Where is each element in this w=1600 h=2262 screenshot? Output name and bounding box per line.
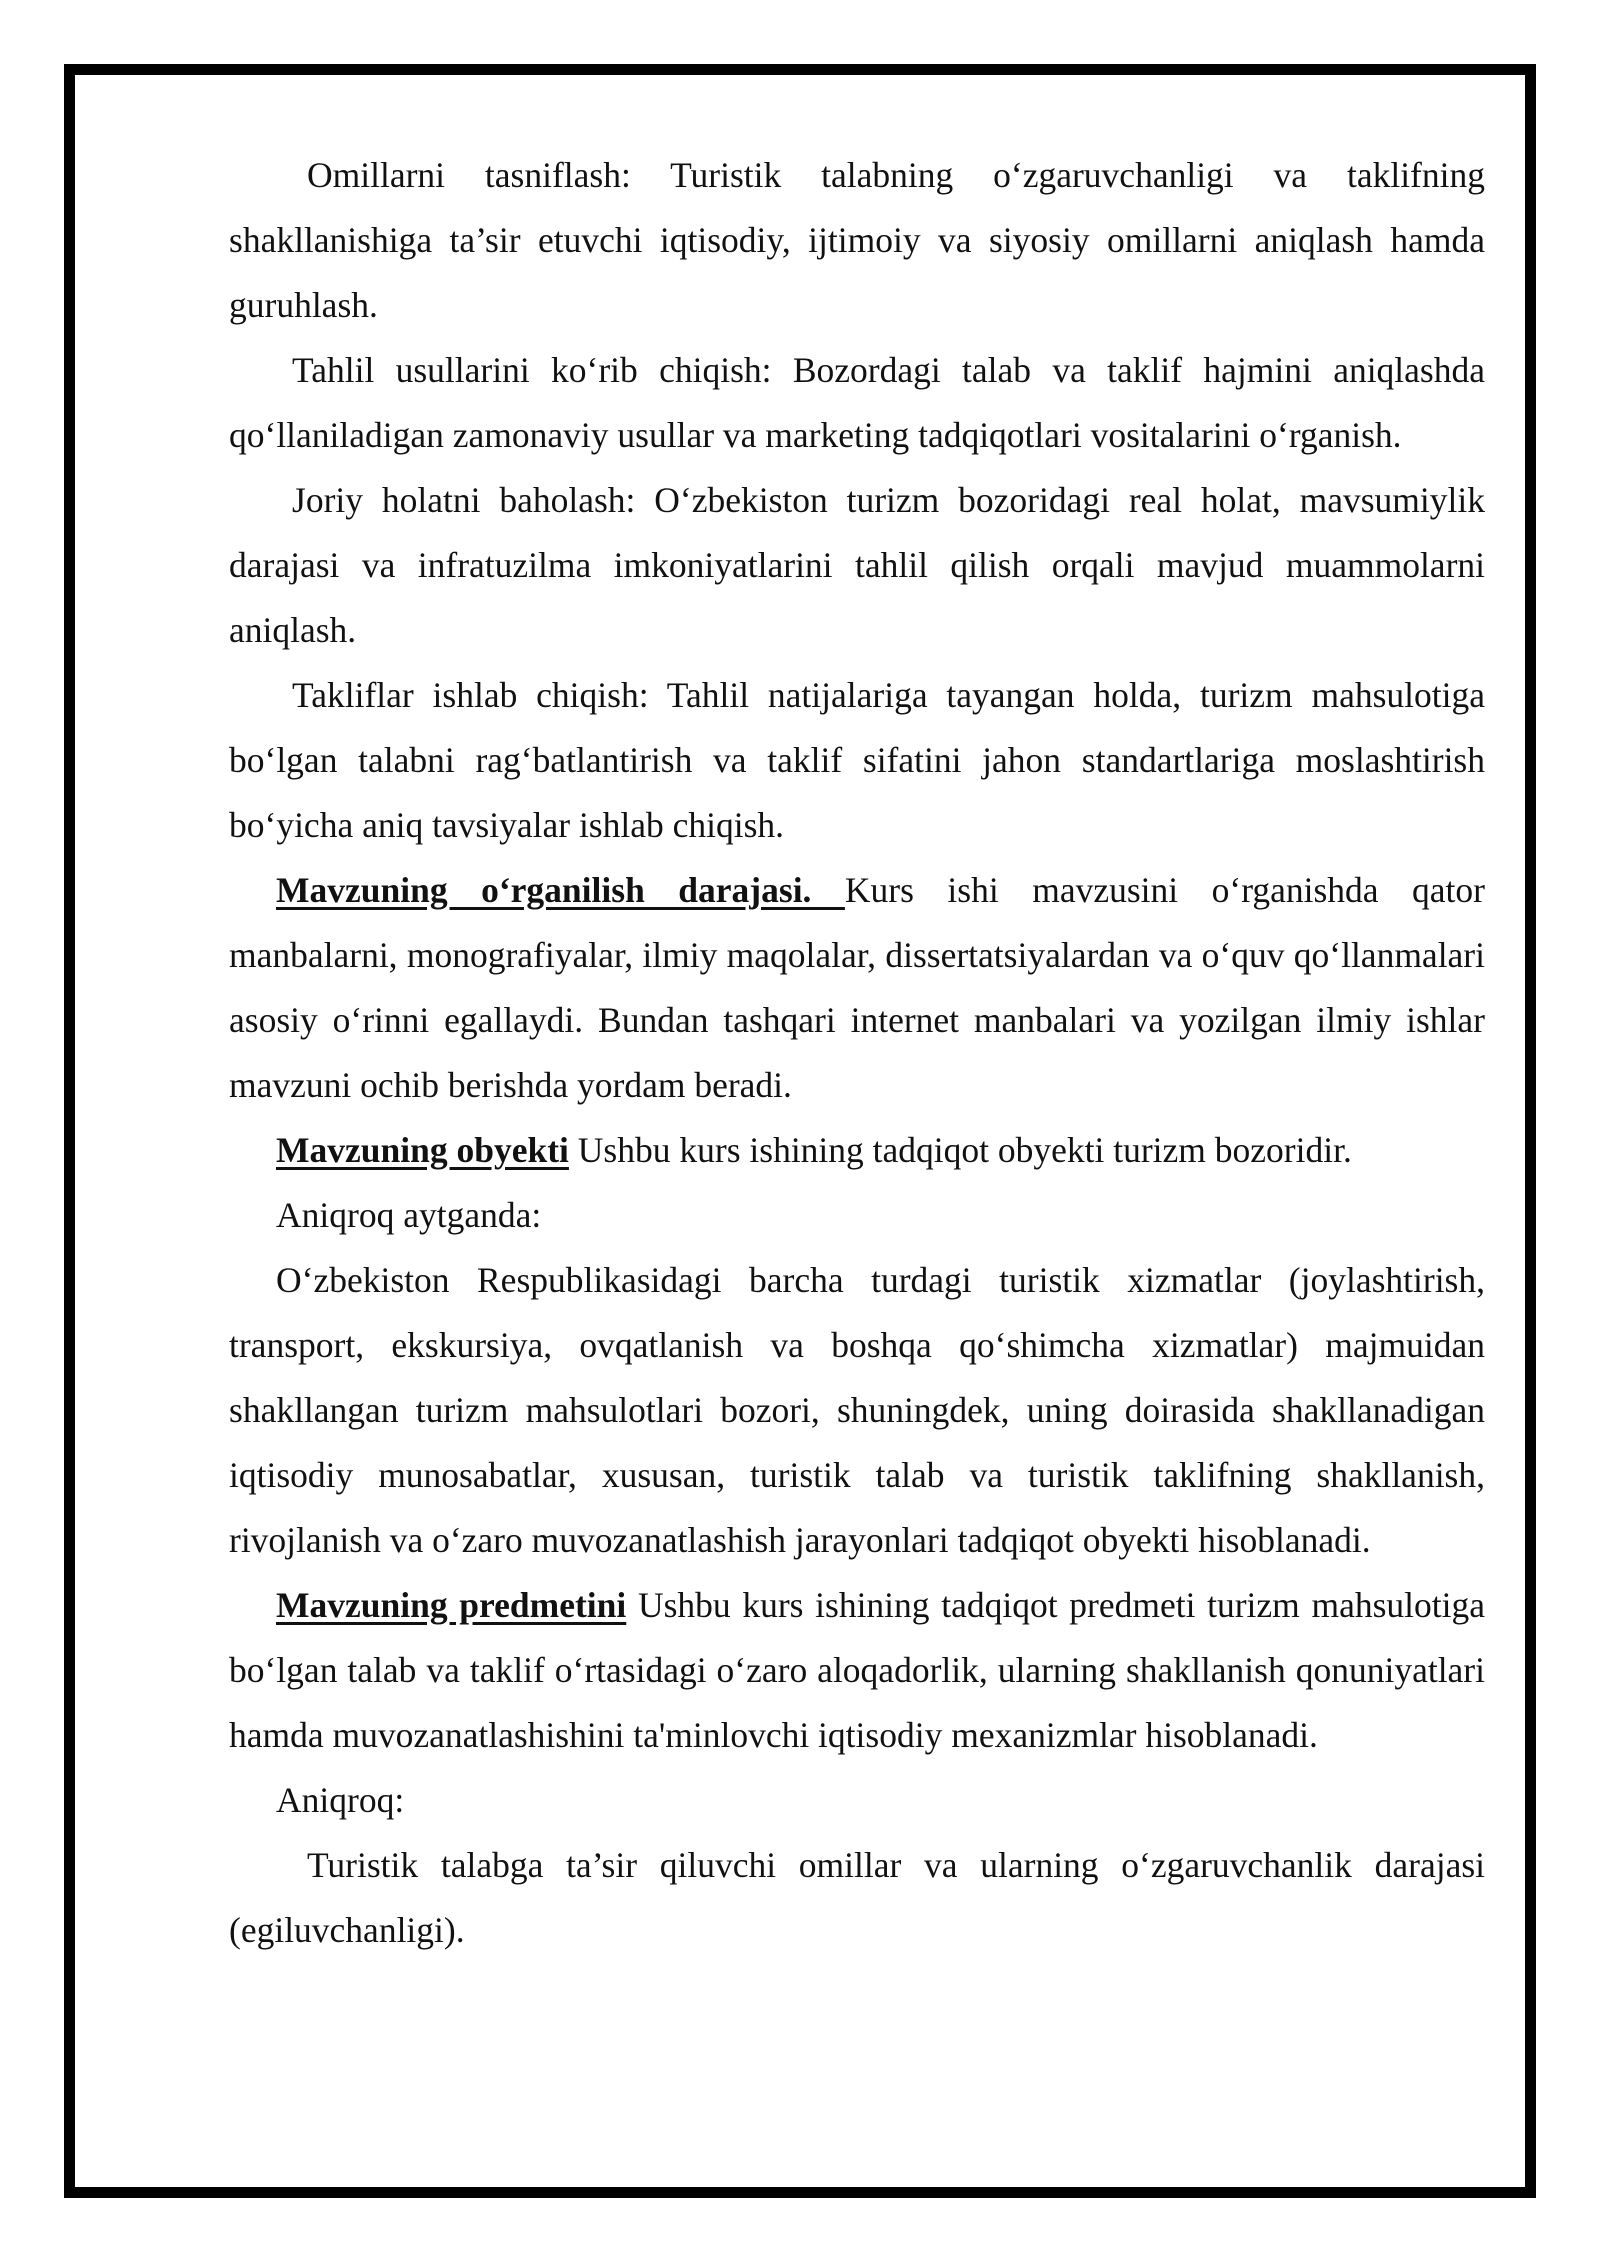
document-body [229, 143, 1485, 1963]
paragraph-more-precisely-short: Aniqroq: [276, 1780, 405, 1820]
heading-object: Mavzuning obyekti [276, 1130, 569, 1170]
paragraph-study-degree [229, 858, 1485, 1118]
paragraph-object [229, 1118, 1485, 1183]
paragraph-demand-factors: Turistik talabga ta’sir qiluvchi omillar va ularning o‘zgaruvchanlik darajasi (egiluvchanligi). [229, 1845, 1485, 1950]
paragraph-current-state: Joriy holatni baholash: O‘zbekiston turizm bozoridagi real holat, mavsumiylik darajasi va infratuzilma imkoniyatlarini tahlil qilish orqali mavjud muammolarni aniqlash. [229, 480, 1485, 650]
study-degree-text: Kurs ishi mavzusini o‘rganishda qator manbalarni, monografiyalar, ilmiy maqolalar, dissertatsiyalardan va o‘quv qo‘llanmalari asosiy o‘rinni egallaydi. Bundan tashqari internet manbalari va yozilgan ilmiy ishlar mavzuni ochib berishda yordam beradi. [229, 870, 1485, 1105]
subject-text: Ushbu kurs ishining tadqiqot predmeti turizm mahsulotiga bo‘lgan talab va taklif o‘rtasidagi o‘zaro aloqadorlik, ularning shakllanish qonuniyatlari hamda muvozanatlashishini ta'minlovchi iqtisodiy mexanizmlar hisoblanadi. [229, 1585, 1485, 1755]
paragraph-analysis-methods: Tahlil usullarini ko‘rib chiqish: Bozordagi talab va taklif hajmini aniqlashda qo‘llaniladigan zamonaviy usullar va marketing tadqiqotlari vositalarini o‘rganish. [229, 350, 1485, 455]
paragraph-subject [229, 1573, 1485, 1768]
heading-subject: Mavzuning predmetini [276, 1585, 627, 1625]
object-text: Ushbu kurs ishining tadqiqot obyekti turizm bozoridir. [568, 1130, 1352, 1170]
paragraph-more-precisely: Aniqroq aytganda: [276, 1195, 542, 1235]
heading-study-degree: Mavzuning o‘rganilish darajasi. [276, 870, 845, 910]
paragraph-proposals: Takliflar ishlab chiqish: Tahlil natijalariga tayangan holda, turizm mahsulotiga bo‘lgan talabni rag‘batlantirish va taklif sifatini jahon standartlariga moslashtirish bo‘yicha aniq tavsiyalar ishlab chiqish. [229, 675, 1485, 845]
paragraph-factors-classification: Omillarni tasniflash: Turistik talabning o‘zgaruvchanligi va taklifning shakllanishiga ta’sir etuvchi iqtisodiy, ijtimoiy va siyosiy omillarni aniqlash hamda guruhlash. [229, 155, 1485, 325]
paragraph-object-description: O‘zbekiston Respublikasidagi barcha turdagi turistik xizmatlar (joylashtirish, transport, ekskursiya, ovqatlanish va boshqa qo‘shimcha xizmatlar) majmuidan shakllangan turizm mahsulotlari bozori, shuningdek, uning doirasida shakllanadigan iqtisodiy munosabatlar, xususan, turistik talab va turistik taklifning shakllanish, rivojlanish va o‘zaro muvozanatlashish jarayonlari tadqiqot obyekti hisoblanadi. [229, 1260, 1485, 1560]
